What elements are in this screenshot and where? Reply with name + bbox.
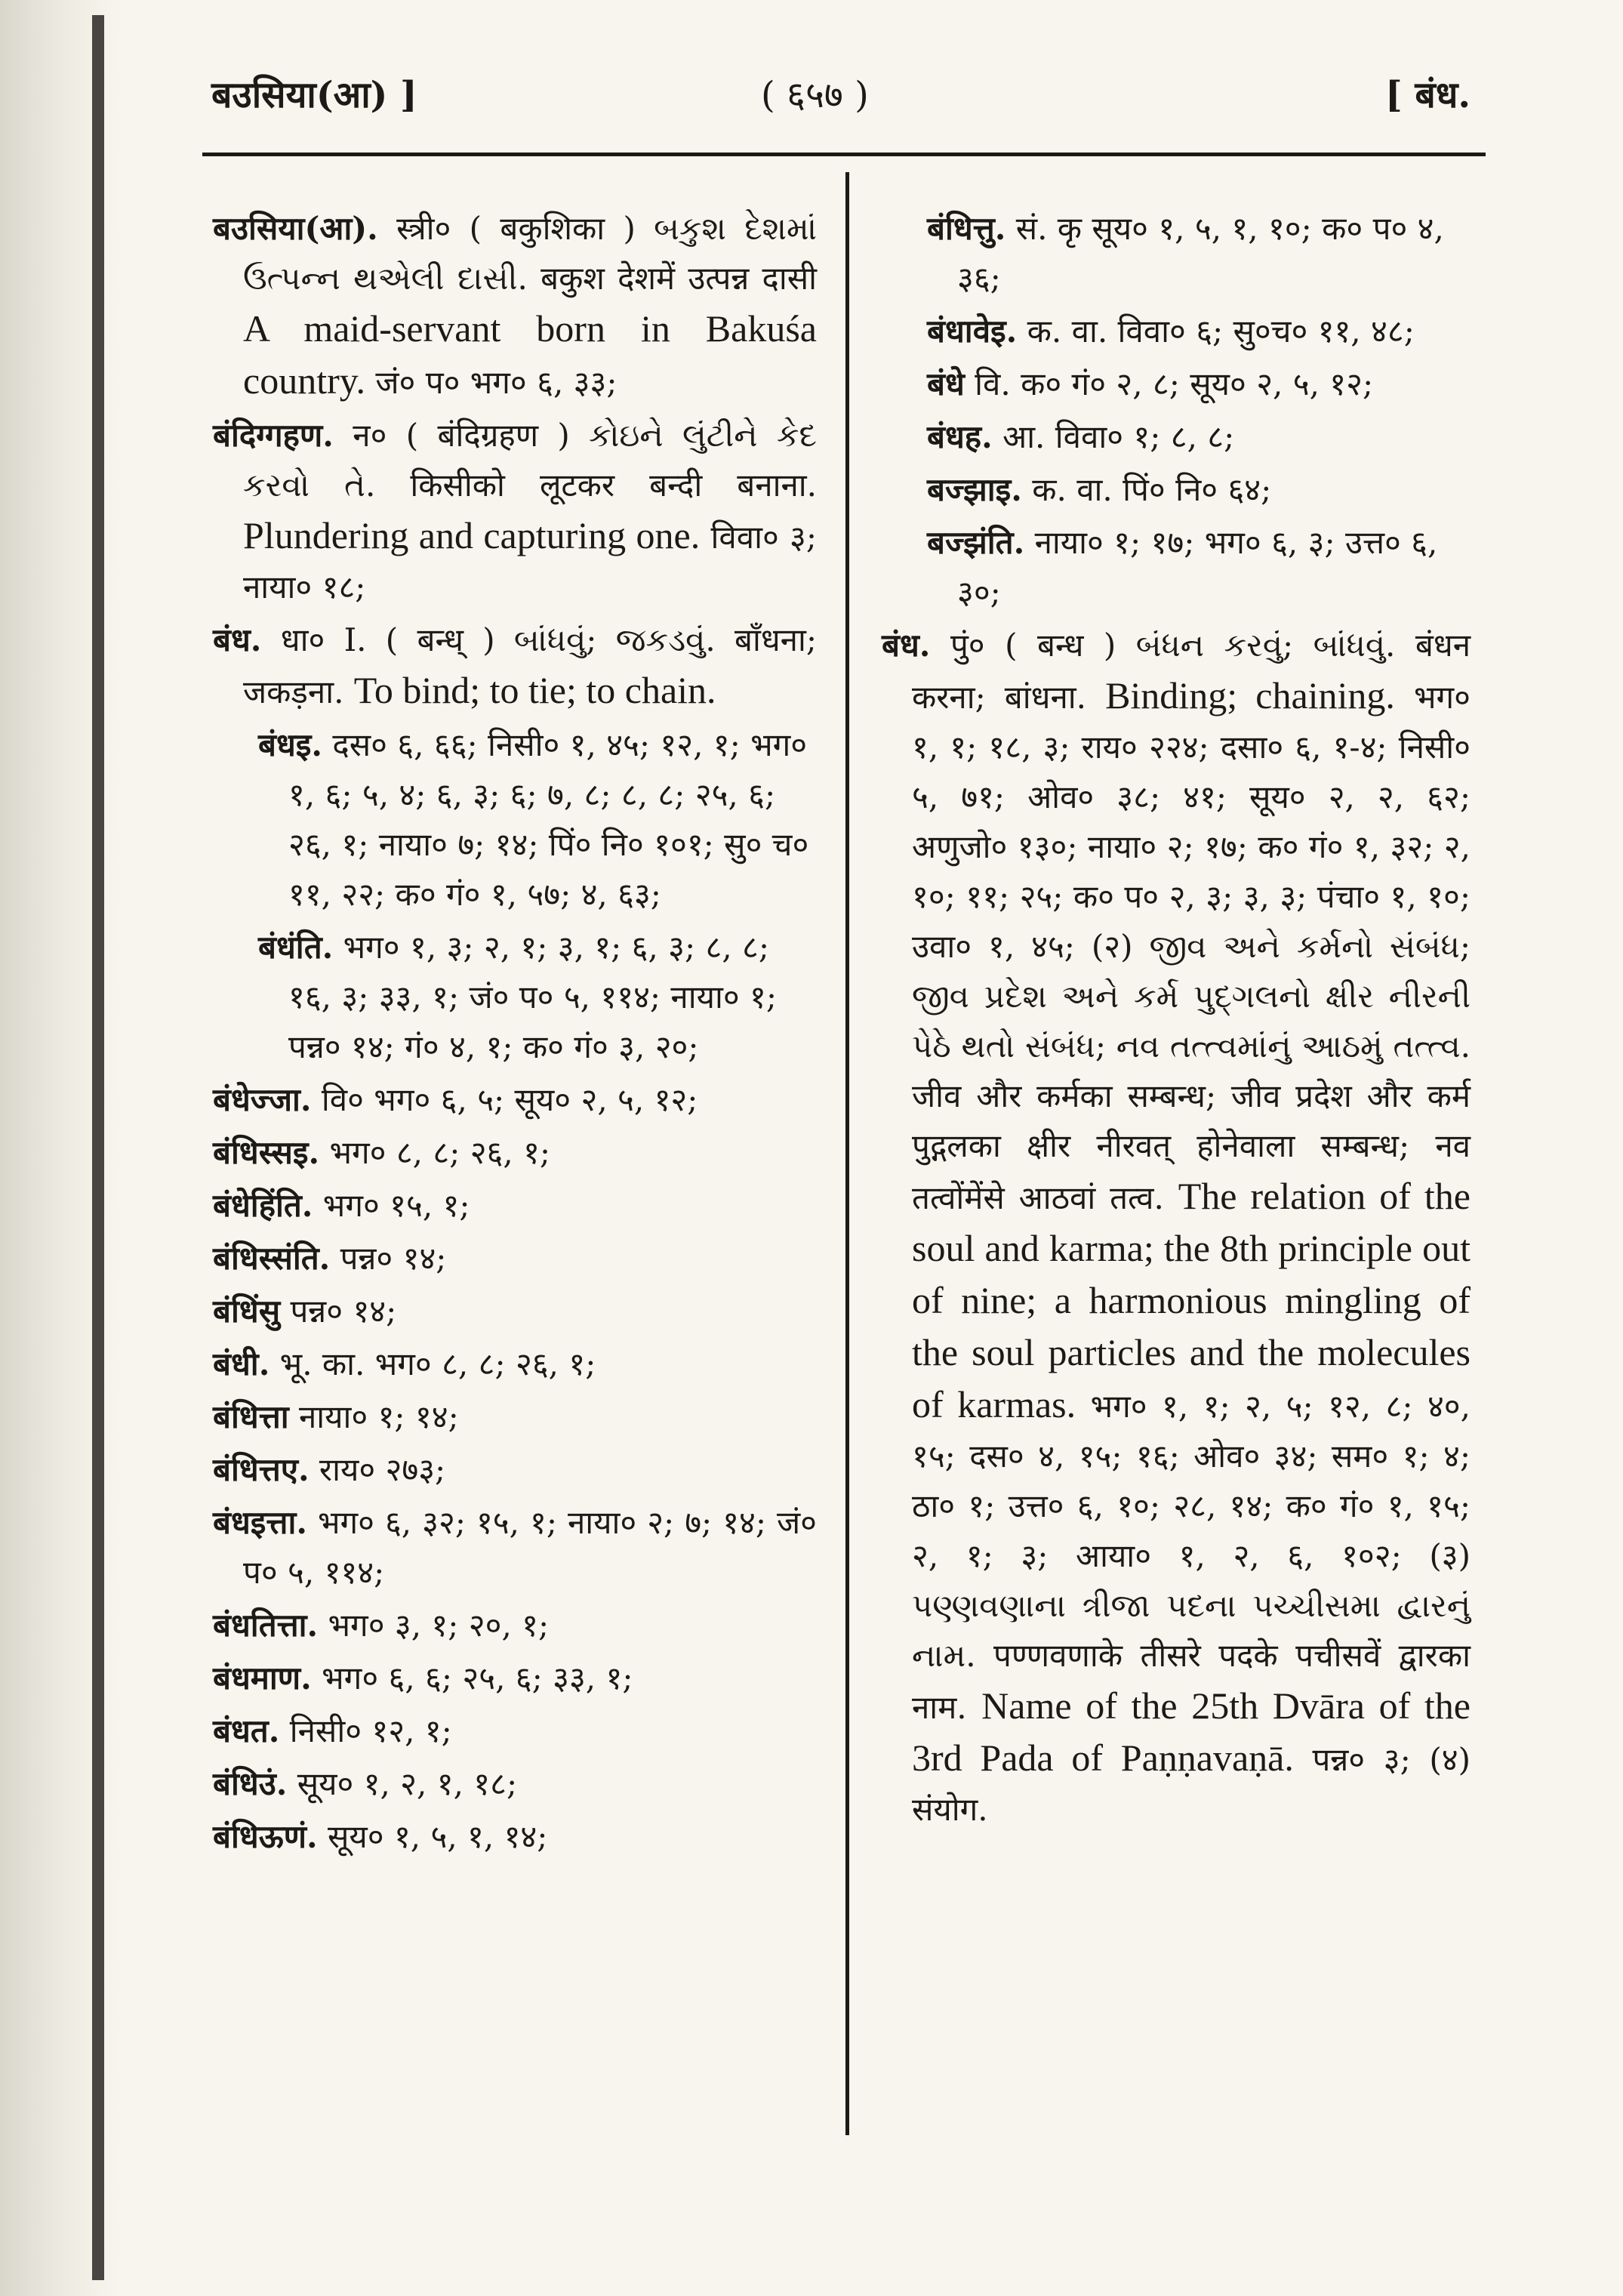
right-column bbox=[882, 204, 1471, 1838]
sub-entry bbox=[213, 1653, 817, 1703]
references: भू. का. भग० ८, ८; २६, १; bbox=[279, 1345, 596, 1382]
references: सं. कृ सूय० १, ५, १, १०; क० प० ४, ३६; bbox=[957, 210, 1444, 297]
sub-entry bbox=[258, 923, 817, 1072]
sub-entry bbox=[213, 1234, 817, 1284]
sub-entry bbox=[213, 1181, 817, 1231]
headword: बउसिया(आ). bbox=[213, 210, 378, 247]
headword: बंदिग्गहण. bbox=[213, 417, 334, 454]
references: भग० ६, ६; २५, ६; ३३, १; bbox=[322, 1660, 633, 1697]
headword: बंधत. bbox=[213, 1712, 280, 1749]
running-head-left: बउसिया(आ) ] bbox=[211, 74, 417, 116]
references: भग० ६, ३२; १५, १; नाया० २; ७; १४; जं० प० ५, ११४; bbox=[243, 1504, 817, 1591]
references: निसी० १२, १; bbox=[289, 1712, 452, 1749]
references: विवा० ३; नाया० १८; bbox=[243, 519, 817, 606]
headword: बंधइ. bbox=[258, 726, 323, 763]
headword: बंध. bbox=[213, 621, 262, 658]
sub-entry bbox=[213, 1601, 817, 1650]
headword: बंधंति. bbox=[258, 929, 334, 966]
sub-entry bbox=[927, 465, 1471, 515]
references: भग० ८, ८; २६, १; bbox=[329, 1134, 551, 1171]
headword: बंधिस्सइ. bbox=[213, 1134, 320, 1171]
sub-entry bbox=[213, 1339, 817, 1389]
headword: बंधेज्जा. bbox=[213, 1081, 312, 1118]
references: सूय० १, ५, १, १४; bbox=[328, 1818, 548, 1855]
sub-entry bbox=[213, 1075, 817, 1125]
headword: बंधह. bbox=[927, 418, 993, 455]
definition: पुं० ( बन्ध ) બંધન કરવું; બાંધવું. बंधन करना; बांधना. bbox=[912, 627, 1471, 716]
sub-entry bbox=[213, 1128, 817, 1178]
headword: बंधित्ता bbox=[213, 1398, 289, 1435]
references: दस० ६, ६६; निसी० १, ४५; १२, १; भग० १, ६; ५, ४; ६, ३; ६; ७, ८; ८, ८; २५, ६; २६, १; नाया० ७; १४; पिं० नि० १०१; सु० च० ११, २२; क० गं० १, ५७; ४, ६३; bbox=[288, 726, 809, 913]
english-gloss: The relation of the soul and karma; the 8th principle out of nine; a harmonious mingling of the soul particles and the molecules of karmas. bbox=[912, 1175, 1471, 1425]
references: पन्न० ३; (४) संयोग. bbox=[912, 1741, 1471, 1828]
headword: बंधी. bbox=[213, 1345, 270, 1382]
english-gloss: Name of the 25th Dvāra of the 3rd Pada of Paṇṇavaṇā. bbox=[912, 1684, 1471, 1779]
references: जं० प० भग० ६, ३३; bbox=[375, 364, 617, 401]
sub-entry bbox=[213, 1287, 817, 1336]
dictionary-entry bbox=[882, 621, 1471, 1835]
headword: बंधिऊणं. bbox=[213, 1818, 318, 1855]
sub-entry bbox=[213, 1498, 817, 1598]
headword: बंधमाण. bbox=[213, 1660, 312, 1697]
dictionary-entry bbox=[213, 615, 817, 717]
references: वि० भग० ६, ५; सूय० २, ५, १२; bbox=[321, 1081, 698, 1118]
dictionary-entry bbox=[213, 204, 817, 408]
book-spine bbox=[92, 15, 104, 2280]
running-head-right: [ बंध. bbox=[1385, 74, 1471, 116]
sub-entry bbox=[213, 1706, 817, 1756]
references: भग० १, १; १८, ३; राय० २२४; दसा० ६, १-४; निसी० ५, ७१; ओव० ३८; ४१; सूय० २, २, ६२; अणुजो० १३०; नाया० २; १७; क० गं० १, ३२; २, १०; ११; २५; क० प० २, ३; ३, ३; पंचा० १, १०; उवा० १, ४५; (२) bbox=[912, 679, 1471, 965]
english-gloss: Plundering and capturing one. bbox=[243, 514, 701, 556]
references: सूय० १, २, १, १८; bbox=[297, 1765, 518, 1802]
left-column bbox=[213, 204, 817, 1865]
page-number: ( ६५७ ) bbox=[761, 74, 869, 116]
references: पन्न० १४; bbox=[290, 1293, 397, 1330]
headword: बंधिस्संति. bbox=[213, 1240, 331, 1277]
headword: बज्झाइ. bbox=[927, 471, 1022, 508]
headword: बंध. bbox=[882, 627, 931, 664]
references: वि. क० गं० २, ८; सूय० २, ५, १२; bbox=[975, 365, 1374, 402]
sub-entry bbox=[258, 720, 817, 920]
references: भग० १५, १; bbox=[322, 1187, 470, 1224]
headword: बंधिउं. bbox=[213, 1765, 288, 1802]
sub-entry bbox=[927, 359, 1471, 409]
references: नाया० १; १७; भग० ६, ३; उत्त० ६, ३०; bbox=[957, 524, 1438, 611]
dictionary-entry bbox=[213, 411, 817, 612]
headword: बंधेहिंति. bbox=[213, 1187, 313, 1224]
references: क. वा. विवा० ६; सु०च० ११, ४८; bbox=[1027, 313, 1415, 350]
sub-entry bbox=[213, 1392, 817, 1442]
column-divider bbox=[845, 172, 849, 2135]
sub-entry bbox=[927, 204, 1471, 304]
references: क. वा. पिं० नि० ६४; bbox=[1032, 471, 1272, 508]
headword: बंधे bbox=[927, 365, 965, 402]
definition: જીવ અને કર્મનો સંબંધ; જીવ પ્રદેશ અને કર્મ પુદ્ગલનો ક્ષીર નીરની પેઠે થતો સંબંધ; નવ તત્ત્વમાંનું આઠમું તત્ત્વ. जीव और कर्मका सम्बन्ध; जीव प्रदेश और कर्म पुद्गलका क्षीर नीरवत् होनेवाला सम्बन्ध; नव तत्वोंमेंसे आठवां तत्व. bbox=[912, 928, 1471, 1216]
sub-entry bbox=[927, 518, 1471, 618]
sub-entry bbox=[213, 1759, 817, 1809]
references: भग० १, १; २, ५; १२, ८; ४०, १५; दस० ४, १५; १६; ओव० ३४; सम० १; ४; ठा० १; उत्त० ६, १०; २८, १४; क० गं० १, १५; २, १; ३; आया० १, २, ६, १०२; bbox=[912, 1388, 1471, 1574]
references: भग० ३, १; २०, १; bbox=[328, 1607, 550, 1644]
sub-entry bbox=[927, 412, 1471, 462]
headword: बंधइत्ता. bbox=[213, 1504, 307, 1541]
references: नाया० १; १४; bbox=[298, 1398, 459, 1435]
english-gloss: To bind; to tie; to chain. bbox=[353, 669, 716, 711]
definition: न० ( बंदिग्रहण ) કોઇને લુંટીને કેદ કરવો તે. किसीको लूटकर बन्दी बनाना. bbox=[243, 417, 817, 504]
definition: (३) પણ્ણવણાના ત્રીજા પદના પચ્ચીસમા દ્વારનું નામ. पण्णवणाके तीसरे पदके पचीसवें द्वारका नाम. bbox=[912, 1537, 1471, 1726]
english-gloss: Binding; chaining. bbox=[1105, 674, 1395, 717]
references: पन्न० १४; bbox=[340, 1240, 447, 1277]
headword: बंधावेइ. bbox=[927, 313, 1018, 350]
header-rule bbox=[202, 153, 1486, 156]
headword: बंधतित्ता. bbox=[213, 1607, 319, 1644]
headword: बंधित्तु. bbox=[927, 210, 1006, 247]
headword: बंधिंसु bbox=[213, 1293, 281, 1330]
references: आ. विवा० १; ८, ८; bbox=[1002, 418, 1235, 455]
definition: स्त्री० ( बकुशिका ) બકુશ દેશમાં ઉત્પન્ન થએલી દાસી. बकुश देशमें उत्पन्न दासी bbox=[243, 210, 817, 297]
sub-entry bbox=[927, 307, 1471, 356]
headword: बज्झंति. bbox=[927, 524, 1025, 561]
headword: बंधित्तए. bbox=[213, 1451, 310, 1488]
definition: धा० I. ( बन्ध् ) બાંધવું; જકડવું. बाँधना; जकड़ना. bbox=[243, 621, 817, 710]
sub-entry bbox=[213, 1445, 817, 1495]
sub-entry bbox=[213, 1812, 817, 1862]
references: भग० १, ३; २, १; ३, १; ६, ३; ८, ८; १६, ३; ३३, १; जं० प० ५, ११४; नाया० १; पन्न० १४; गं० ४, १; क० गं० ३, २०; bbox=[288, 929, 778, 1065]
english-gloss: A maid-servant born in Bakuśa country. bbox=[243, 307, 817, 402]
references: राय० २७३; bbox=[319, 1451, 446, 1488]
